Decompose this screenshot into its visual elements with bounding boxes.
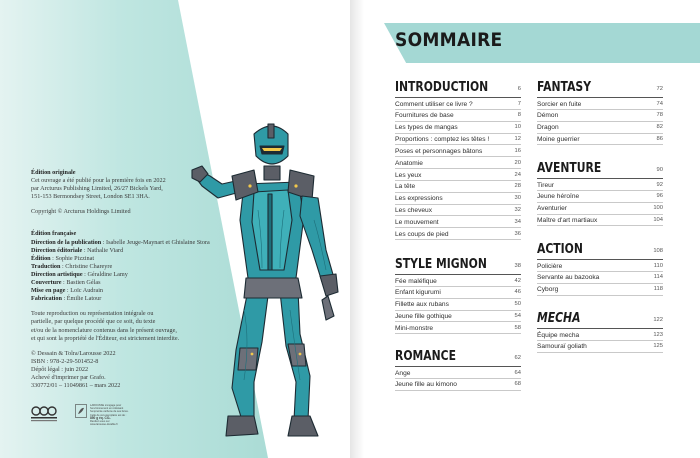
section-page: 90 (656, 167, 663, 173)
section-items (537, 329, 663, 353)
mecha-figure-illustration (188, 120, 348, 455)
gutter-shadow (350, 0, 364, 458)
credit-line: Direction éditoriale : Nathalie Viard (31, 246, 124, 254)
section-items (395, 98, 521, 240)
copyright-line: Copyright © Arcturus Holdings Limited (31, 208, 131, 216)
section-page: 6 (517, 86, 521, 92)
toc-entry: Cyborg 118 (537, 284, 663, 296)
toc-section-aventure (537, 159, 663, 226)
toc-entry: Jeune fille au kimono 68 (395, 379, 521, 391)
section-title: MECHA (537, 310, 581, 326)
section-page: 38 (514, 263, 521, 269)
carbon-footprint-logo (75, 404, 129, 426)
toc-entry: Fillette aux rubans 50 (395, 299, 521, 311)
section-title: ROMANCE (395, 348, 456, 364)
toc-section-style-mignon (395, 255, 521, 334)
paper-recycling-logo (31, 404, 67, 424)
toc-entry: Les types de mangas 10 (395, 122, 521, 134)
toc-entry: Ange 64 (395, 367, 521, 379)
toc-entry: Maître d'art martiaux 104 (537, 215, 663, 227)
toc-entry: Fée maléfique 42 (395, 275, 521, 287)
section-items (537, 179, 663, 226)
rights-line: Toute reproduction ou représentation intégrale ou (31, 310, 154, 318)
credit-line: Fabrication : Émilie Latour (31, 295, 102, 303)
toc-entry: La tête 28 (395, 181, 521, 193)
section-header (537, 240, 663, 260)
toc-entry: Démon 78 (537, 110, 663, 122)
original-edition-line: par Arcturus Publishing Limited, 26/27 Bickels Yard, (31, 185, 163, 193)
publisher-logos (31, 404, 129, 426)
section-page: 72 (656, 86, 663, 92)
toc-entry: Dragon 82 (537, 122, 663, 134)
original-edition-heading: Édition originale (31, 169, 76, 176)
section-title: ACTION (537, 241, 583, 257)
toc-entry: Anatomie 20 (395, 157, 521, 169)
section-header (537, 159, 663, 179)
section-title: AVENTURE (537, 160, 602, 176)
toc-entry: Jeune fille gothique 54 (395, 311, 521, 323)
section-header (395, 347, 521, 367)
toc-section-fantasy (537, 78, 663, 145)
section-page: 62 (514, 355, 521, 361)
credit-line: Direction artistique : Géraldine Lamy (31, 270, 128, 278)
toc-section-action (537, 240, 663, 296)
rights-line: et qui sont la propriété de l'Éditeur, est strictement interdite. (31, 334, 180, 342)
carbon-footprint-text: LAROUSSE s'engage pour l'environnement en réduisant l'empreinte carbone de ses livres. Celle de cet exemplaire est de : 850 g éq. CO₂ Rendez-vous sur www.larousse-durable.fr (90, 404, 129, 427)
rights-line: partielle, par quelque procédé que ce soit, du texte (31, 318, 156, 326)
section-items (395, 275, 521, 334)
section-items (537, 98, 663, 145)
credit-line: Direction de la publication : Isabelle Jeuge-Maynart et Ghislaine Stora (31, 238, 210, 246)
toc-entry: Jeune héroïne 96 (537, 191, 663, 203)
toc-entry: Le mouvement 34 (395, 216, 521, 228)
toc-entry: Équipe mecha 123 (537, 329, 663, 341)
toc-entry: Les expressions 30 (395, 193, 521, 205)
toc-entry: Les cheveux 32 (395, 205, 521, 217)
toc-entry: Fournitures de base 8 (395, 110, 521, 122)
toc-section-romance (395, 347, 521, 391)
legal-line: 330772/01 – 11049861 – mars 2022 (31, 382, 121, 390)
section-items (395, 367, 521, 391)
legal-line: Achevé d'imprimer par Grafo. (31, 373, 106, 381)
toc-entry: Les coups de pied 36 (395, 228, 521, 240)
toc-section-introduction (395, 78, 521, 240)
legal-line: © Dessain & Tolra/Larousse 2022 (31, 349, 116, 357)
toc-entry: Proportions : comptez les têtes ! 12 (395, 134, 521, 146)
toc-section-mecha (537, 309, 663, 353)
toc-entry: Servante au bazooka 114 (537, 272, 663, 284)
section-page: 122 (653, 317, 663, 323)
larousse-seed-icon (75, 404, 87, 418)
toc-entry: Sorcier en fuite 74 (537, 98, 663, 110)
french-edition-heading: Édition française (31, 230, 77, 238)
section-items (537, 260, 663, 296)
toc-entry: Mini-monstre 58 (395, 322, 521, 334)
toc-title: SOMMAIRE (395, 29, 503, 51)
credit-line: Couverture : Bastien Gélas (31, 279, 101, 287)
section-header (537, 309, 663, 329)
credit-line: Mise en page : Loïc Audrain (31, 287, 104, 295)
section-title: FANTASY (537, 79, 592, 95)
toc-entry: Samouraï goliath 125 (537, 341, 663, 353)
toc-entry: Enfant kigurumi 46 (395, 287, 521, 299)
section-page: 108 (653, 248, 663, 254)
credit-line: Édition : Sophie Pizzinat (31, 254, 95, 262)
credit-line: Traduction : Christine Chareyre (31, 262, 113, 270)
original-edition-line: Cet ouvrage a été publié pour la première fois en 2022 (31, 177, 166, 185)
toc-entry: Poses et personnages bâtons 16 (395, 145, 521, 157)
rights-line: et/ou de la nomenclature contenus dans le présent ouvrage, (31, 326, 177, 334)
toc-entry: Tireur 92 (537, 179, 663, 191)
toc-entry: Les yeux 24 (395, 169, 521, 181)
section-title: STYLE MIGNON (395, 256, 487, 272)
toc-entry: Comment utiliser ce livre ? 7 (395, 98, 521, 110)
section-header (395, 78, 521, 98)
legal-line: ISBN : 978-2-29-501452-8 (31, 357, 99, 365)
section-header (395, 255, 521, 275)
legal-line: Dépôt légal : juin 2022 (31, 365, 89, 373)
toc-entry: Policière 110 (537, 260, 663, 272)
toc-entry: Moine guerrier 86 (537, 134, 663, 146)
section-title: INTRODUCTION (395, 79, 489, 95)
original-edition-line: 151-153 Bermondsey Street, London SE1 3HA. (31, 193, 150, 201)
toc-entry: Aventurier 100 (537, 203, 663, 215)
section-header (537, 78, 663, 98)
